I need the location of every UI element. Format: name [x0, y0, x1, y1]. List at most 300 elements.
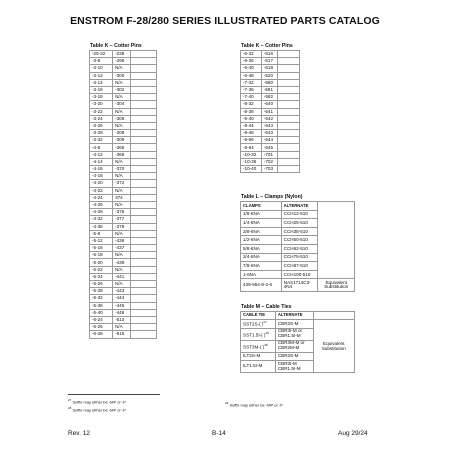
table-row: [90, 288, 157, 295]
blank-cell: [318, 244, 355, 253]
blank-cell: [278, 79, 300, 86]
blank-cell: [278, 137, 300, 144]
alternate-cell: NAS1714C3-4N4: [281, 279, 318, 292]
alternate-cell: -517: [261, 58, 277, 65]
part-number-cell: -4-22: [90, 187, 113, 194]
table-row: [90, 316, 157, 323]
part-number-cell: -8-32: [241, 101, 262, 108]
substitution-note: Equivalent Substitution: [318, 279, 355, 292]
table-k-left-title: Table K – Cotter Pins: [90, 43, 142, 49]
blank-cell: [278, 94, 300, 101]
part-number-cell: -8-64: [241, 144, 262, 151]
clamp-cell: 3/8-6NA: [241, 227, 282, 236]
table-l: [240, 201, 355, 292]
table-row: [241, 253, 355, 262]
blank-cell: [131, 51, 157, 58]
blank-cell: [318, 227, 355, 236]
part-number-cell: -3-20: [90, 101, 113, 108]
blank-cell: [131, 137, 157, 144]
table-row: [241, 210, 355, 219]
alternate-cell: CBR3M-M or CBR2M-M: [275, 340, 313, 352]
part-number-cell: -5-24: [90, 273, 113, 280]
part-number-cell: -4-32: [90, 216, 113, 223]
table-row: [241, 236, 355, 245]
footnote-28: $^{28}$ Suffix may either be -MP or -P: [68, 406, 126, 413]
blank-cell: [278, 86, 300, 93]
table-row: [90, 223, 157, 230]
blank-cell: [318, 210, 355, 219]
cable-tie-label: ILT2S-M: [243, 353, 261, 359]
table-row: [241, 65, 300, 72]
footnote-27: $^{27}$ Suffix may either be -MP or -P: [68, 398, 126, 405]
part-number-cell: -3-26: [90, 122, 113, 129]
clamp-cell: 7/8-6NA: [241, 262, 282, 271]
part-number-cell: -5-36: [90, 302, 113, 309]
part-number-cell: -5-18: [90, 252, 113, 259]
table-l-header-clamps: CLAMPS: [241, 202, 282, 211]
alternate-cell: -580: [261, 79, 277, 86]
blank-cell: [131, 252, 157, 259]
alternate-cell: CCH62-510: [281, 244, 318, 253]
part-number-cell: -3-22: [90, 108, 113, 115]
footnote-ref: 27: [263, 320, 267, 325]
table-row: [241, 244, 355, 253]
blank-cell: [278, 108, 300, 115]
table-row: [90, 245, 157, 252]
alternate-cell: -581: [261, 86, 277, 93]
blank-cell: [318, 262, 355, 271]
alternate-cell: -443: [113, 288, 131, 295]
blank-cell: [318, 219, 355, 228]
blank-cell: [131, 72, 157, 79]
blank-cell: [131, 86, 157, 93]
clamp-cell: 1/2-6NA: [241, 236, 282, 245]
alternate-cell: N/A: [113, 266, 131, 273]
table-l-header-alternate: ALTERNATE: [281, 202, 318, 211]
table-row: [90, 79, 157, 86]
alternate-cell: -366: [113, 144, 131, 151]
alternate-cell: 374: [113, 194, 131, 201]
blank-cell: [131, 324, 157, 331]
part-number-cell: -4-8: [90, 144, 113, 151]
table-row: [241, 320, 355, 328]
blank-cell: [318, 270, 355, 279]
part-number-cell: -8-40: [241, 115, 262, 122]
table-row: [241, 72, 300, 79]
table-row: [90, 86, 157, 93]
alternate-cell: CBR3S-M: [275, 320, 313, 328]
table-row: [241, 219, 355, 228]
footnote-ref: 28: [265, 330, 269, 335]
alternate-cell: -439: [113, 259, 131, 266]
part-number-cell: -5-20: [90, 259, 113, 266]
table-row: [90, 194, 157, 201]
table-row: [90, 115, 157, 122]
table-k-left-body: [90, 51, 157, 339]
table-row: [241, 166, 300, 173]
alternate-cell: -300: [113, 72, 131, 79]
page-title: ENSTROM F-28/280 SERIES ILLUSTRATED PARTS CATALOG: [70, 15, 380, 27]
table-m: [240, 311, 355, 373]
blank-cell: [131, 108, 157, 115]
blank-cell: [278, 158, 300, 165]
table-row: [90, 72, 157, 79]
blank-cell: [131, 288, 157, 295]
table-row: [90, 144, 157, 151]
blank-cell: [278, 115, 300, 122]
table-row: [241, 144, 300, 151]
blank-cell: [131, 65, 157, 72]
table-m-header-alternate: ALTERNATE: [275, 312, 313, 320]
table-k-left: [89, 50, 157, 339]
alternate-cell: -444: [113, 295, 131, 302]
alternate-cell: CCH12-510: [281, 210, 318, 219]
part-number-cell: -4-26: [90, 201, 113, 208]
cable-tie-label: SST2S-( ): [243, 321, 264, 327]
part-number-cell: -6-26: [90, 324, 113, 331]
part-number-cell: -4-28: [90, 209, 113, 216]
part-number-cell: -10-40: [241, 166, 262, 173]
table-m-header-cable-tie: CABLE TIE: [241, 312, 276, 320]
table-row: [90, 94, 157, 101]
table-row: [90, 137, 157, 144]
alternate-cell: N/A: [113, 230, 131, 237]
alternate-cell: -702: [261, 158, 277, 165]
blank-cell: [131, 223, 157, 230]
table-row: [90, 266, 157, 273]
table-row: [90, 158, 157, 165]
part-number-cell: -3-8: [90, 58, 113, 65]
alternate-cell: CCH25-510: [281, 219, 318, 228]
table-row: [241, 122, 300, 129]
table-row: [241, 79, 300, 86]
table-row: [90, 295, 157, 302]
alternate-cell: -378: [113, 223, 131, 230]
table-l-title: Table L – Clamps (Nylon): [241, 194, 303, 200]
table-row: [241, 58, 300, 65]
blank-cell: [278, 122, 300, 129]
alternate-cell: N/A: [113, 281, 131, 288]
table-k-right: [240, 50, 300, 173]
blank-cell: [131, 245, 157, 252]
part-number-cell: -4-36: [90, 223, 113, 230]
table-m-body: [241, 312, 355, 373]
part-number-cell: -3-32: [90, 137, 113, 144]
part-number-cell: -5-28: [90, 288, 113, 295]
blank-cell: [131, 316, 157, 323]
part-number-cell: -10-36: [241, 158, 262, 165]
blank-cell: [278, 72, 300, 79]
part-number-cell: -5-26: [90, 281, 113, 288]
table-row: [90, 108, 157, 115]
part-number-cell: -8-48: [241, 130, 262, 137]
footnote-rule: [68, 394, 160, 395]
blank-cell: [131, 166, 157, 173]
footnote-29: $^{29}$ Suffix may either be -MP or -P: [225, 401, 283, 408]
alternate-cell: -640: [261, 101, 277, 108]
clamp-cell: 1-6NA: [241, 270, 282, 279]
substitution-note: Equivalent Substitution: [313, 320, 355, 373]
blank-cell: [131, 122, 157, 129]
part-number-cell: -5-8: [90, 230, 113, 237]
part-number-cell: -4-16: [90, 166, 113, 173]
table-row: [90, 58, 157, 65]
alternate-cell: -377: [113, 216, 131, 223]
alternate-cell: -645: [261, 144, 277, 151]
alternate-cell: -306: [113, 115, 131, 122]
alternate-cell: -308: [113, 130, 131, 137]
alternate-cell: CCH100-510: [281, 270, 318, 279]
part-number-cell: -6-48: [241, 72, 262, 79]
alternate-cell: CCH50-510: [281, 236, 318, 245]
blank-cell: [278, 130, 300, 137]
alternate-cell: N/A: [113, 65, 131, 72]
table-row: [241, 115, 300, 122]
part-number-cell: -8-36: [241, 108, 262, 115]
table-row: [241, 227, 355, 236]
alternate-cell: -445: [113, 302, 131, 309]
alternate-cell: N/A: [113, 324, 131, 331]
table-row: [90, 130, 157, 137]
cable-tie-label: ILT1.5I-M: [243, 363, 263, 369]
blank-cell: [131, 101, 157, 108]
part-number-cell: -5-40: [90, 309, 113, 316]
cable-tie-cell: [241, 320, 276, 328]
part-number-cell: -4-20: [90, 180, 113, 187]
alternate-cell: N/A: [113, 187, 131, 194]
footer-date: Aug 29/24: [338, 430, 368, 437]
table-row: [90, 65, 157, 72]
table-row: [90, 324, 157, 331]
blank-cell: [131, 237, 157, 244]
blank-cell: [278, 65, 300, 72]
part-number-cell: -7-36: [241, 86, 262, 93]
blank-cell: [131, 144, 157, 151]
clamp-cell: 1/4-6NA: [241, 219, 282, 228]
table-l-header-blank: [318, 202, 355, 211]
blank-cell: [131, 201, 157, 208]
alternate-cell: -518: [261, 65, 277, 72]
alternate-cell: -515: [113, 331, 131, 338]
blank-cell: [131, 194, 157, 201]
alternate-cell: N/A: [113, 173, 131, 180]
blank-cell: [278, 101, 300, 108]
alternate-cell: -238: [113, 51, 131, 58]
table-row: [90, 151, 157, 158]
table-k-right-title: Table K – Cotter Pins: [241, 43, 293, 49]
blank-cell: [131, 216, 157, 223]
clamp-cell: 5/8-6NA: [241, 244, 282, 253]
blank-cell: [278, 166, 300, 173]
part-number-cell: -8-44: [241, 122, 262, 129]
footer-revision: Rev. 12: [68, 430, 90, 437]
blank-cell: [131, 187, 157, 194]
alternate-cell: -370: [113, 166, 131, 173]
table-row: [90, 187, 157, 194]
blank-cell: [131, 79, 157, 86]
blank-cell: [131, 281, 157, 288]
table-row: [241, 51, 300, 58]
alternate-cell: -368: [113, 151, 131, 158]
blank-cell: [131, 94, 157, 101]
cable-tie-cell: [241, 352, 276, 360]
alternate-cell: -441: [113, 273, 131, 280]
table-row: [90, 331, 157, 338]
cable-tie-cell: [241, 328, 276, 340]
alternate-cell: N/A: [113, 108, 131, 115]
table-row: [90, 302, 157, 309]
table-row: [241, 86, 300, 93]
alternate-cell: -582: [261, 94, 277, 101]
part-number-cell: -8-56: [241, 137, 262, 144]
blank-cell: [131, 173, 157, 180]
clamp-cell: 1/8-6NA: [241, 210, 282, 219]
table-row: [90, 309, 157, 316]
table-row: [241, 279, 355, 292]
part-number-cell: -7-40: [241, 94, 262, 101]
alternate-cell: CCH38-510: [281, 227, 318, 236]
cable-tie-cell: [241, 340, 276, 352]
blank-cell: [131, 115, 157, 122]
table-row: [90, 230, 157, 237]
table-row: [241, 130, 300, 137]
blank-cell: [131, 295, 157, 302]
part-number-cell: -3-12: [90, 72, 113, 79]
table-row: [90, 281, 157, 288]
blank-cell: [278, 58, 300, 65]
part-number-cell: -3-28: [90, 130, 113, 137]
table-l-body: [241, 202, 355, 292]
blank-cell: [131, 266, 157, 273]
alternate-cell: -304: [113, 101, 131, 108]
table-row: [241, 151, 300, 158]
blank-cell: [131, 302, 157, 309]
alternate-cell: -642: [261, 115, 277, 122]
blank-cell: [131, 331, 157, 338]
alternate-cell: N/A: [113, 158, 131, 165]
table-m-header-blank: [313, 312, 355, 320]
alternate-cell: N/A: [113, 79, 131, 86]
table-row: [90, 101, 157, 108]
table-m-title: Table M – Cable Ties: [241, 304, 292, 310]
alternate-cell: -643: [261, 122, 277, 129]
table-row: [241, 108, 300, 115]
alternate-cell: -643: [261, 130, 277, 137]
table-row: [90, 252, 157, 259]
alternate-cell: -309: [113, 137, 131, 144]
part-number-cell: -5-12: [90, 237, 113, 244]
blank-cell: [131, 158, 157, 165]
cable-tie-cell: [241, 361, 276, 373]
part-number-cell: -4-24: [90, 194, 113, 201]
blank-cell: [131, 209, 157, 216]
alternate-cell: -641: [261, 108, 277, 115]
part-number-cell: -4-18: [90, 173, 113, 180]
alternate-cell: -644: [261, 137, 277, 144]
blank-cell: [278, 144, 300, 151]
table-row: [241, 158, 300, 165]
alternate-cell: -436: [113, 237, 131, 244]
cable-tie-label: SST1.5I-( ): [243, 332, 266, 338]
alternate-cell: CBR3I-M or CBR1.5I-M: [275, 328, 313, 340]
part-number-cell: -3-24: [90, 115, 113, 122]
part-number-cell: -4-14: [90, 158, 113, 165]
table-row: [241, 262, 355, 271]
part-number-cell: -5-32: [90, 295, 113, 302]
alternate-cell: -701: [261, 151, 277, 158]
alternate-cell: -376: [113, 209, 131, 216]
table-row: [90, 209, 157, 216]
part-number-cell: -5-16: [90, 245, 113, 252]
part-number-cell: -10-32: [241, 151, 262, 158]
blank-cell: [131, 58, 157, 65]
alternate-cell: N/A: [113, 252, 131, 259]
table-row: [241, 137, 300, 144]
part-number-cell: -6-32: [241, 51, 262, 58]
table-row: [90, 216, 157, 223]
table-row: [90, 259, 157, 266]
blank-cell: [318, 236, 355, 245]
table-row: [90, 51, 157, 58]
table-row: [90, 201, 157, 208]
alternate-cell: CCH75-510: [281, 253, 318, 262]
alternate-cell: -298: [113, 58, 131, 65]
table-l-header-row: [241, 202, 355, 211]
part-number-cell: -6-24: [90, 316, 113, 323]
blank-cell: [131, 130, 157, 137]
table-row: [241, 101, 300, 108]
blank-cell: [131, 151, 157, 158]
alternate-cell: N/A: [113, 122, 131, 129]
part-number-cell: -25-32: [90, 51, 113, 58]
alternate-cell: -437: [113, 245, 131, 252]
cable-tie-label: SST3M-( ): [243, 344, 265, 350]
alternate-cell: -520: [261, 72, 277, 79]
alternate-cell: -513: [113, 316, 131, 323]
part-number-cell: -5-22: [90, 266, 113, 273]
clamp-cell: 439-554-8-2-6: [241, 279, 282, 292]
alternate-cell: -302: [113, 86, 131, 93]
table-row: [241, 270, 355, 279]
alternate-cell: CBR3S-M: [275, 352, 313, 360]
table-row: [90, 166, 157, 173]
part-number-cell: -6-28: [90, 331, 113, 338]
alternate-cell: -446: [113, 309, 131, 316]
part-number-cell: -3-16: [90, 86, 113, 93]
table-row: [241, 94, 300, 101]
blank-cell: [131, 309, 157, 316]
alternate-cell: CBR3I-M CBR1.5I-M: [275, 361, 313, 373]
footer-page-number: B-14: [212, 430, 226, 437]
blank-cell: [131, 259, 157, 266]
alternate-cell: N/A: [113, 201, 131, 208]
blank-cell: [318, 253, 355, 262]
table-row: [90, 122, 157, 129]
part-number-cell: -4-12: [90, 151, 113, 158]
part-number-cell: -3-14: [90, 79, 113, 86]
table-k-right-body: [241, 51, 300, 173]
blank-cell: [131, 180, 157, 187]
part-number-cell: -6-36: [241, 58, 262, 65]
alternate-cell: N/A: [113, 94, 131, 101]
table-row: [90, 180, 157, 187]
clamp-cell: 3/4-6NA: [241, 253, 282, 262]
alternate-cell: CCH87-510: [281, 262, 318, 271]
part-number-cell: -7-32: [241, 79, 262, 86]
table-row: [90, 173, 157, 180]
alternate-cell: -516: [261, 51, 277, 58]
alternate-cell: -703: [261, 166, 277, 173]
